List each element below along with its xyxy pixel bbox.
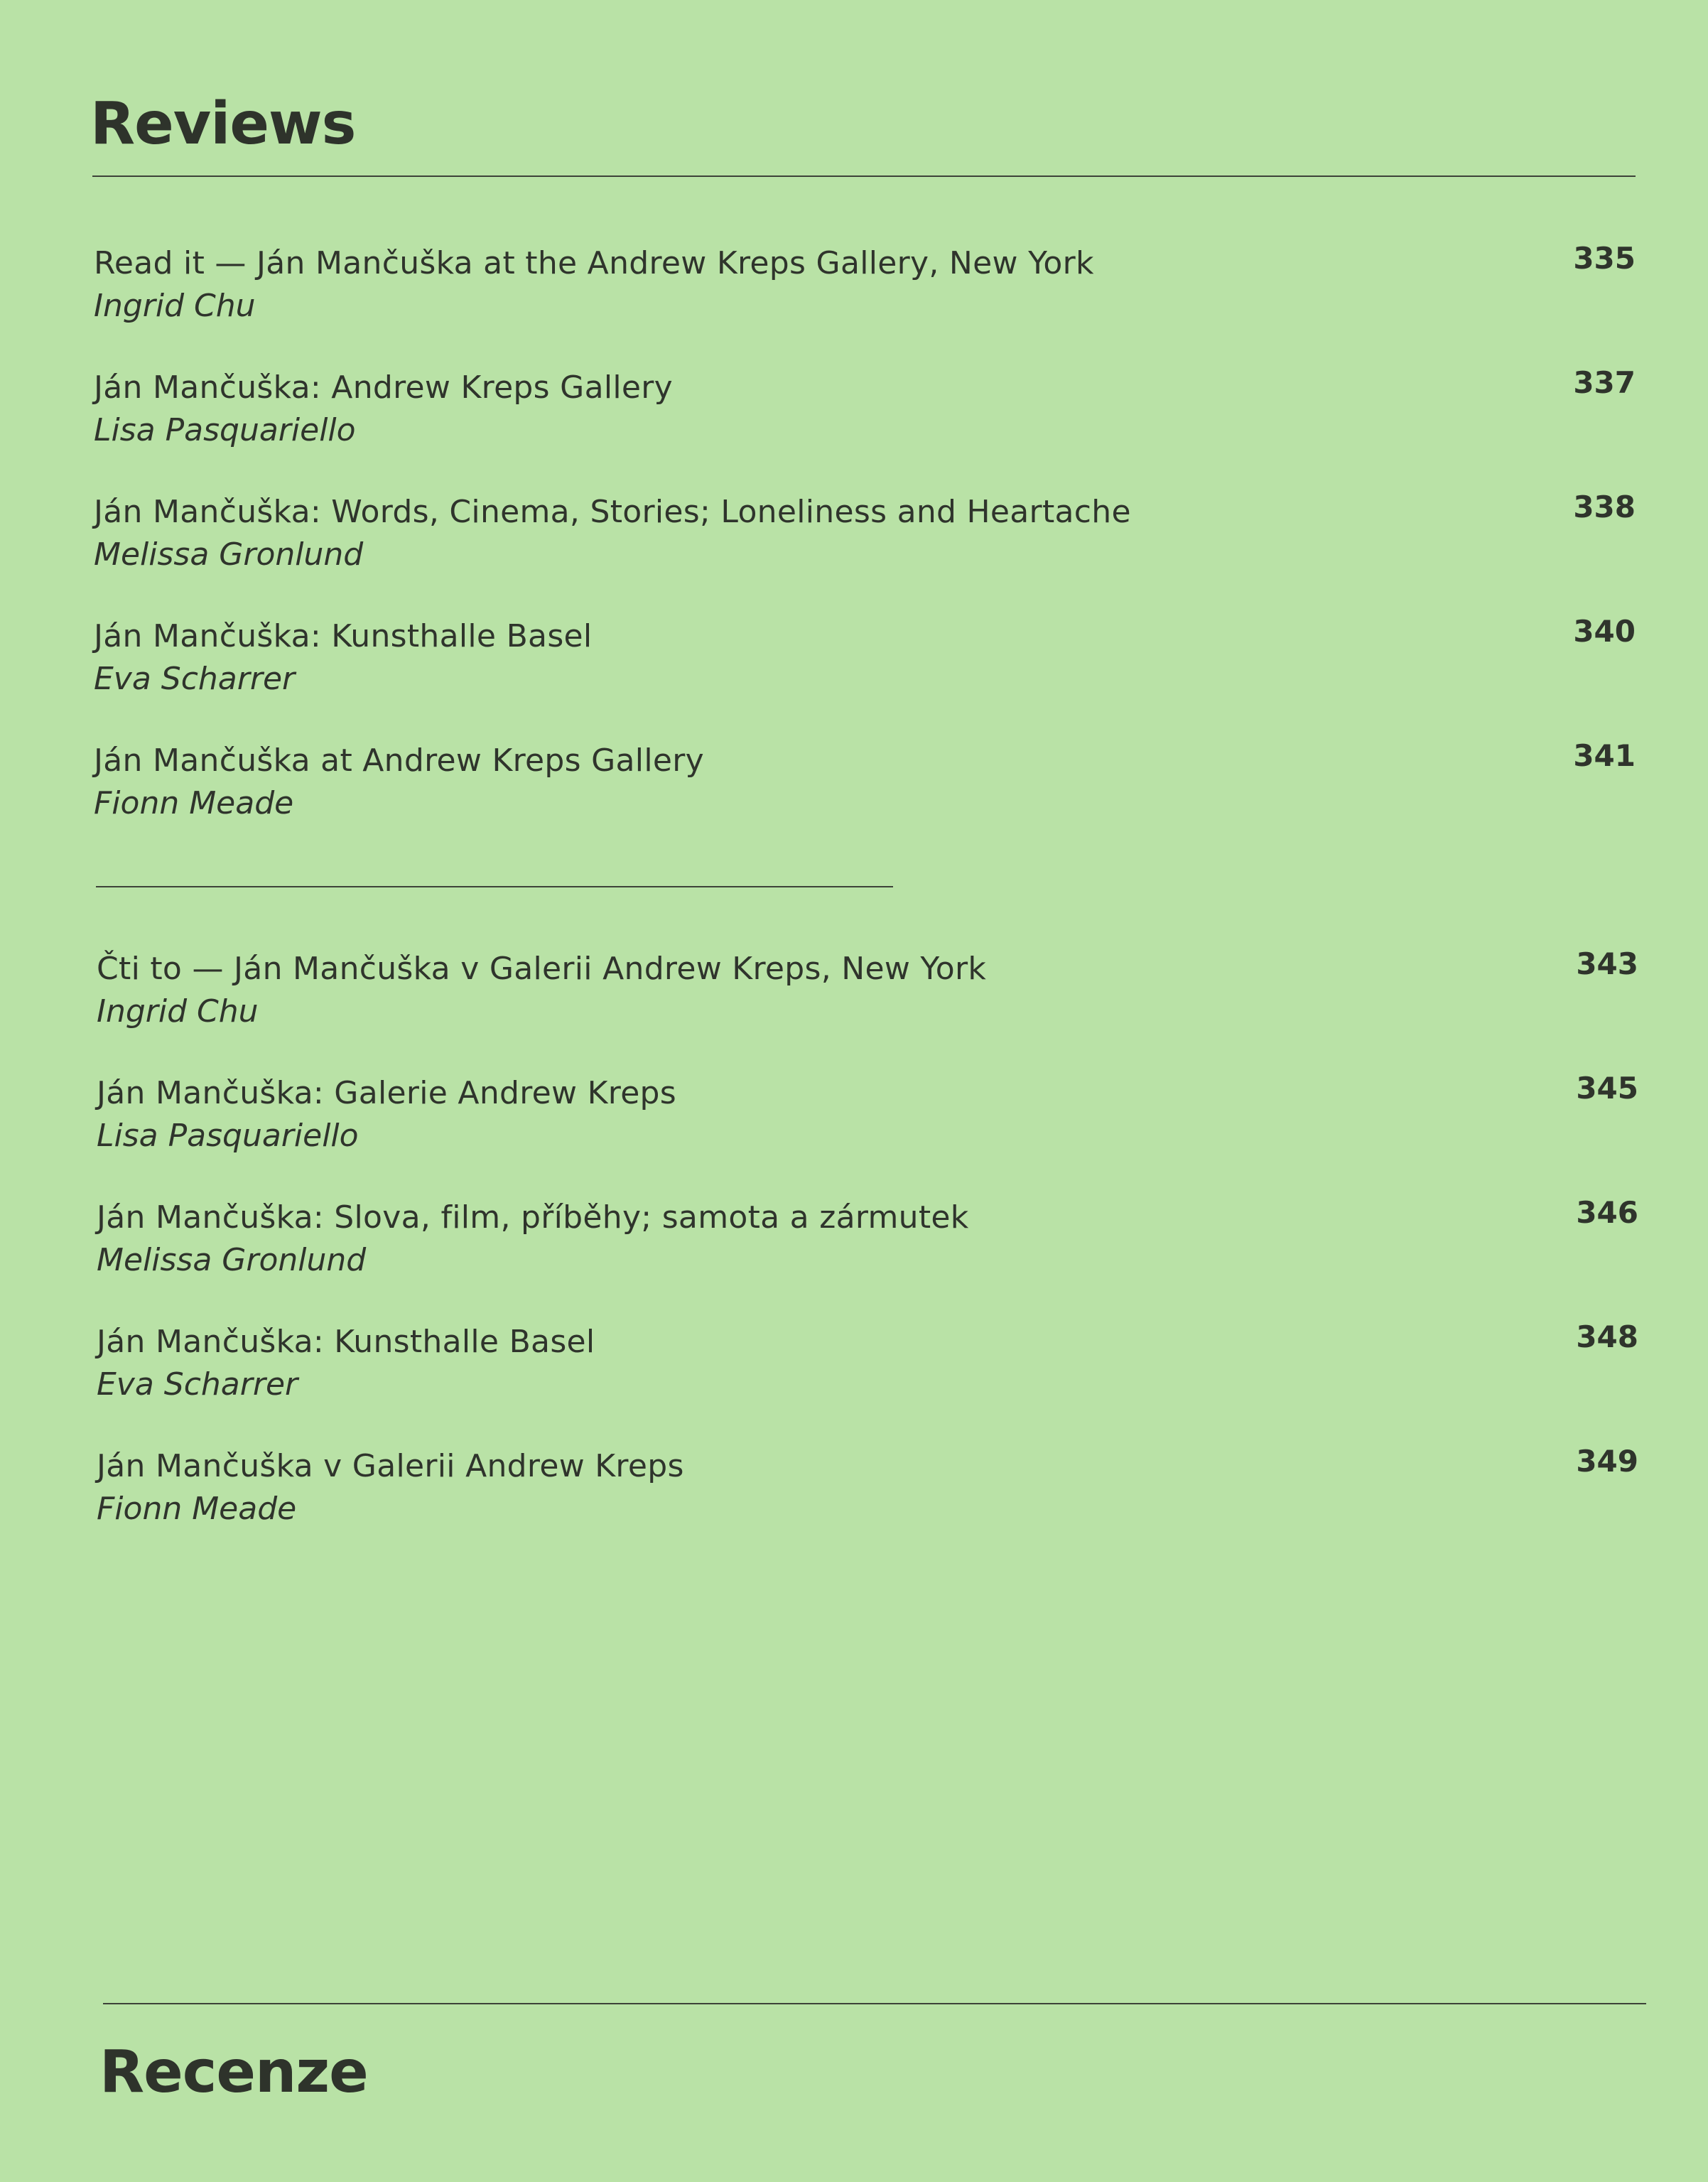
toc-entry[interactable] <box>94 614 1650 742</box>
entry-author: Eva Scharrer <box>94 661 296 697</box>
entry-title: Ján Mančuška: Kunsthalle Basel <box>94 618 593 654</box>
toc-entry[interactable] <box>97 946 1653 1075</box>
page-heading-recenze: Recenze <box>99 2038 368 2106</box>
entry-page-number: 349 <box>1576 1444 1638 1479</box>
top-divider <box>92 175 1636 177</box>
entry-author: Lisa Pasquariello <box>94 412 356 448</box>
entry-page-number: 338 <box>1573 490 1636 524</box>
entry-author: Melissa Gronlund <box>97 1242 367 1278</box>
entry-title: Ján Mančuška at Andrew Kreps Gallery <box>94 742 704 779</box>
toc-entry[interactable] <box>97 1444 1653 1572</box>
entry-title: Ján Mančuška: Andrew Kreps Gallery <box>94 369 673 406</box>
entry-page-number: 346 <box>1576 1195 1638 1230</box>
entry-author: Eva Scharrer <box>97 1366 298 1403</box>
toc-entry[interactable] <box>94 365 1650 494</box>
entry-title: Ján Mančuška: Kunsthalle Basel <box>97 1324 595 1360</box>
toc-entry[interactable] <box>97 1071 1653 1199</box>
toc-entry[interactable] <box>97 1195 1653 1324</box>
entry-title: Čti to — Ján Mančuška v Galerii Andrew Kreps, New York <box>97 951 987 987</box>
toc-entry[interactable] <box>97 1319 1653 1448</box>
entry-page-number: 348 <box>1576 1319 1638 1354</box>
section-divider <box>96 886 893 887</box>
entry-author: Lisa Pasquariello <box>97 1118 359 1154</box>
page-heading-reviews: Reviews <box>90 90 356 158</box>
toc-list-english <box>94 241 1650 867</box>
entry-title: Ján Mančuška: Words, Cinema, Stories; Loneliness and Heartache <box>94 494 1131 530</box>
entry-page-number: 335 <box>1573 241 1636 276</box>
entry-title: Ján Mančuška v Galerii Andrew Kreps <box>97 1448 684 1484</box>
entry-author: Fionn Meade <box>94 785 294 821</box>
entry-title: Ján Mančuška: Galerie Andrew Kreps <box>97 1075 677 1111</box>
entry-author: Fionn Meade <box>97 1491 297 1527</box>
toc-entry[interactable] <box>94 490 1650 618</box>
entry-author: Ingrid Chu <box>97 993 259 1030</box>
entry-page-number: 340 <box>1573 614 1636 649</box>
toc-list-czech <box>97 946 1653 1572</box>
toc-entry[interactable] <box>94 241 1650 369</box>
entry-author: Ingrid Chu <box>94 288 256 324</box>
entry-page-number: 337 <box>1573 365 1636 400</box>
entry-page-number: 341 <box>1573 738 1636 773</box>
entry-page-number: 343 <box>1576 946 1638 981</box>
entry-author: Melissa Gronlund <box>94 536 364 573</box>
entry-title: Ján Mančuška: Slova, film, příběhy; samota a zármutek <box>97 1199 969 1236</box>
toc-entry[interactable] <box>94 738 1650 867</box>
entry-page-number: 345 <box>1576 1071 1638 1106</box>
entry-title: Read it — Ján Mančuška at the Andrew Kreps Gallery, New York <box>94 245 1094 281</box>
bottom-divider <box>103 2003 1646 2004</box>
